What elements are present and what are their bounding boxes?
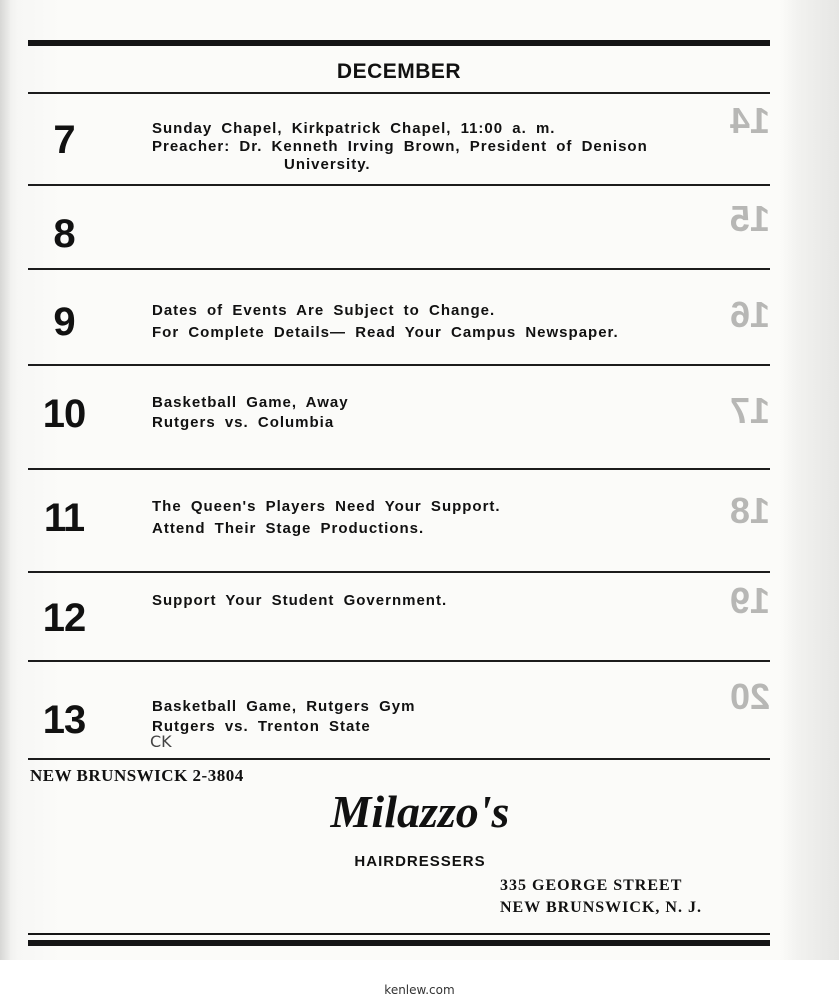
header-rule	[28, 92, 770, 94]
event-line: Rutgers vs. Columbia	[152, 414, 335, 431]
watermark-caption: kenlew.com	[384, 983, 455, 997]
day-separator-rule	[28, 468, 770, 470]
day-events	[152, 394, 782, 432]
day-events	[152, 592, 782, 610]
day-separator-rule	[28, 571, 770, 573]
day-events	[152, 698, 782, 736]
ghost-number-20: 20	[730, 676, 771, 717]
ad-address-street: 335 GEORGE STREET	[500, 877, 683, 894]
bottom-heavy-rule	[28, 940, 770, 946]
month-heading: DECEMBER	[336, 60, 462, 83]
event-line: Support Your Student Government.	[152, 592, 448, 609]
day-separator-rule	[28, 660, 770, 662]
day-separator-rule	[28, 364, 770, 366]
event-line: Basketball Game, Rutgers Gym	[152, 698, 416, 715]
day-events	[152, 498, 782, 538]
day-number: 13	[42, 698, 86, 742]
ghost-number-14: 14	[730, 100, 771, 141]
top-heavy-rule	[28, 40, 770, 46]
day-separator-rule	[28, 268, 770, 270]
day-number: 10	[42, 392, 86, 436]
event-line: Preacher: Dr. Kenneth Irving Brown, President of Denison	[152, 138, 648, 155]
event-line: Basketball Game, Away	[152, 394, 349, 411]
ghost-number-17: 17	[730, 390, 771, 431]
day-events	[152, 120, 782, 174]
day-number: 11	[43, 496, 85, 540]
day-number: 8	[53, 212, 75, 256]
event-line: Dates of Events Are Subject to Change.	[152, 302, 496, 319]
ghost-number-16: 16	[730, 294, 771, 335]
day-separator-rule	[28, 184, 770, 186]
day-number: 7	[53, 118, 75, 162]
ghost-number-19: 19	[730, 580, 771, 621]
event-line: Attend Their Stage Productions.	[152, 520, 425, 537]
handwritten-note: CK	[150, 732, 172, 751]
paper-edge	[0, 0, 10, 1000]
event-line: Rutgers vs. Trenton State	[152, 718, 371, 735]
ad-trade: HAIRDRESSERS	[354, 853, 486, 870]
day-number: 9	[53, 300, 75, 344]
event-line: For Complete Details— Read Your Campus Newspaper.	[152, 324, 619, 341]
ghost-number-15: 15	[730, 198, 771, 239]
event-line: The Queen's Players Need Your Support.	[152, 498, 501, 515]
day-number: 12	[42, 596, 86, 640]
day-events	[152, 302, 782, 342]
ad-business-name: Milazzo's	[330, 786, 510, 837]
event-line: University.	[284, 156, 371, 173]
ad-separator-rule	[28, 758, 770, 760]
ghost-number-18: 18	[730, 490, 771, 531]
bottom-rule-thin	[28, 933, 770, 935]
event-line: Sunday Chapel, Kirkpatrick Chapel, 11:00 a. m.	[152, 120, 556, 137]
ad-phone-number: NEW BRUNSWICK 2-3804	[30, 766, 244, 785]
ad-address-city: NEW BRUNSWICK, N. J.	[500, 899, 702, 916]
